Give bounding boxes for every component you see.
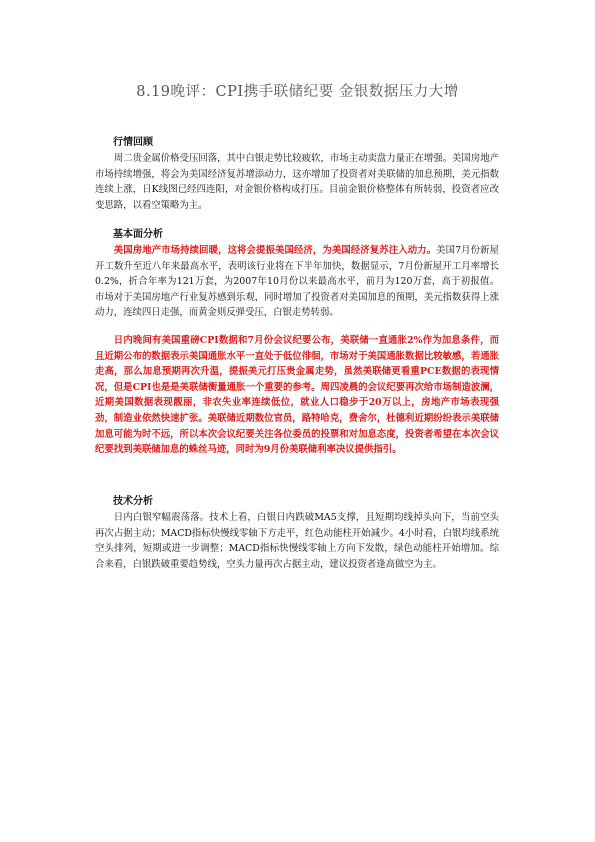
page-title: 8.19晚评：CPI携手联储纪要 金银数据压力大增 (136, 84, 459, 100)
section-cpi-minutes (95, 333, 499, 458)
section-technical-analysis (95, 495, 499, 572)
section-heading: 技术分析 (113, 496, 153, 507)
section-market-review (95, 136, 499, 213)
paragraph-text: 周二贵金属价格受压回落，其中白银走势比较疲软，市场主动卖盘力量正在增强。美国房地产市场持续增强，将会为美国经济复苏增添动力，这亦增加了投资者对美联储的加息预期，美元指数连续上涨，日K线图已经四连阳，对金银价格构成打压。目前金银价格整体有所转弱，投资者应改变思路，以看空策略为主。 (95, 153, 499, 211)
section-paragraph (95, 151, 499, 213)
section-paragraph (95, 510, 499, 572)
section-heading: 基本面分析 (113, 229, 163, 240)
section-heading: 行情回顾 (113, 137, 153, 148)
section-fundamental-analysis (95, 228, 499, 321)
section-paragraph (95, 243, 499, 321)
highlighted-text: 美国房地产市场持续回暖，这将会提振美国经济，为美国经济复苏注入动力。 (113, 245, 437, 256)
paragraph-text: 日内白银窄幅震荡落。技术上看，白银日内跌破MA5支撑，且短期均线掉头向下，当前空头再次占据主动；MACD指标快慢线零轴下方走平，红色动能柱开始减少。4小时看，白银均线系统空头排列，短期或进一步调整；MACD指标快慢线零轴上方向下发散，绿色动能柱开始增加。综合来看，白银跌破重要趋势线，空头力量再次占据主动，建议投资者逢高做空为主。 (95, 512, 499, 570)
highlighted-text: 日内晚间有美国重磅CPI数据和7月份会议纪要公布，美联储一直通胀2%作为加息条件，而且近期公布的数据表示美国通胀水平一直处于低位徘徊，市场对于美国通胀数据比较敏感，若通胀走高，那么加息预期再次升温，提振美元打压贵金属走势，虽然美联储更看重PCE数据的表现情况，但是CPI也是是美联储衡量通胀一个重要的参考。周四凌晨的会议纪要再次给市场制造波澜，近期美国数据表现靓丽，非农失业率连续低位，就业人口稳步于20万以上，房地产市场表现强劲，制造业依然快速扩张。美联储近期数位官员，路特哈克，费舍尔，杜德利近期纷纷表示美联储加息可能为时不远，所以本次会议纪要关注各位委员的投票和对加息态度，投资者希望在本次会议纪要找到美联储加息的蛛丝马迹，同时为9月份美联储利率决议提供指引。 (95, 335, 499, 456)
paragraph-text: 美国7月份新屋开工数升至近八年来最高水平，表明该行业将在下半年加快，数据显示，7月份新屋开工月率增长0.2%，折合年率为121万套，为2007年10月份以来最高水平，前月为120万套，高于初报值。市场对于美国房地产行业复苏感到乐观，同时增加了投资者对美国加息的预期，美元指数获得上涨动力，连续四日走强，而黄金则反弹受压，白银走势转弱。 (95, 245, 499, 319)
section-paragraph (95, 333, 499, 458)
